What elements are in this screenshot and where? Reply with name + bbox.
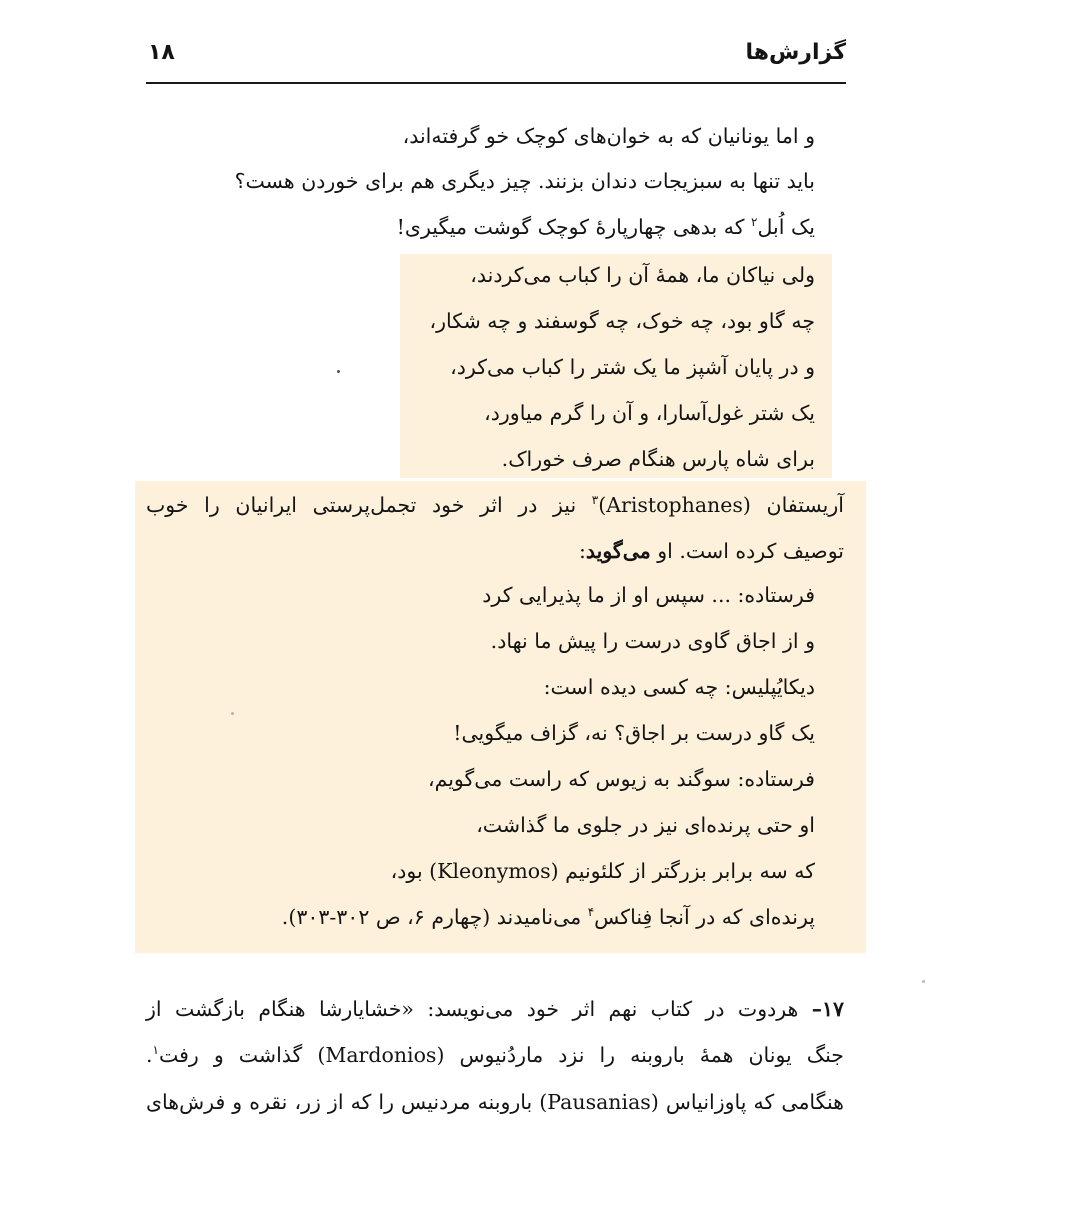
dialogue-text: پرنده‌ای که در آنجا فِناکس <box>594 905 815 929</box>
verse-text: یک اُبل <box>757 215 815 239</box>
dialogue-line: او حتی پرنده‌ای نیز در جلوی ما گذاشت، <box>476 813 815 837</box>
section-17-line: هنگامی که پاوزانیاس (Pausanias) باروبنه مردنیس را که از زر، نقره و فرش‌های <box>146 1090 844 1114</box>
dialogue-line: فرستاده: ... سپس او از ما پذیرایی کرد <box>482 583 815 607</box>
scan-speck <box>922 980 925 983</box>
section-number: ۱۷– <box>811 997 844 1021</box>
section-text: . <box>146 1043 153 1067</box>
paragraph-text: آریستفان (Aristophanes) <box>598 493 844 517</box>
dialogue-line: یک گاو درست بر اجاق؟ نه، گزاف میگویی! <box>453 721 815 745</box>
dialogue-line: دیکایُپلیس: چه کسی دیده است: <box>543 675 815 699</box>
footnote-ref: ۳ <box>591 493 599 508</box>
verse-line: ولی نیاکان ما، همهٔ آن را کباب می‌کردند، <box>470 263 815 287</box>
verse-line: باید تنها به سبزیجات دندان بزنند. چیز دیگری هم برای خوردن هست؟ <box>234 169 815 193</box>
paragraph-text: نیز در اثر خود تجمل‌پرستی ایرانیان را خوب <box>146 493 592 517</box>
section-text: هردوت در کتاب نهم اثر خود می‌نویسد: «خشایارشا هنگام بازگشت از <box>146 997 812 1021</box>
scan-speck <box>231 712 234 715</box>
dialogue-text: می‌نامیدند (چهارم ۶، ص ۳۰۲-۳۰۳). <box>281 905 588 929</box>
paragraph-line <box>146 490 844 520</box>
footnote-ref: ۱ <box>152 1043 159 1058</box>
verse-text: که بدهی چهارپارهٔ کوچک گوشت میگیری! <box>396 215 752 239</box>
paragraph-text: توصیف کرده است. او <box>650 539 844 563</box>
paragraph-line <box>579 536 844 566</box>
footnote-ref: ۲ <box>751 215 758 230</box>
verse-line <box>397 212 815 242</box>
section-17-line <box>146 1040 844 1070</box>
verse-line: و اما یونانیان که به خوان‌های کوچک خو گرفته‌اند، <box>402 124 815 148</box>
scan-speck <box>337 370 340 373</box>
paragraph-text: : <box>578 539 586 563</box>
dialogue-line: و از اجاق گاوی درست را پیش ما نهاد. <box>490 629 815 653</box>
paragraph-text-bold: می‌گوید <box>585 539 651 563</box>
section-text: جنگ یونان همهٔ باروبنه را نزد ماردُنیوس (Mardonios) گذاشت و رفت <box>158 1043 844 1067</box>
dialogue-line <box>282 902 815 932</box>
dialogue-line: فرستاده: سوگند به زیوس که راست می‌گویم، <box>427 767 815 791</box>
running-title: گزارش‌ها <box>745 40 846 65</box>
dialogue-line: که سه برابر بزرگتر از کلئونیم (Kleonymos) بود، <box>390 859 815 883</box>
verse-line: یک شتر غول‌آسارا، و آن را گرم میاورد، <box>484 401 815 425</box>
section-17-line <box>146 994 844 1024</box>
verse-line: چه گاو بود، چه خوک، چه گوسفند و چه شکار، <box>429 309 815 333</box>
page-number: ۱۸ <box>148 40 175 65</box>
verse-line: و در پایان آشپز ما یک شتر را کباب می‌کرد، <box>450 355 815 379</box>
verse-line: برای شاه پارس هنگام صرف خوراک. <box>501 447 815 471</box>
page-header <box>146 38 846 84</box>
footnote-ref: ۴ <box>587 905 595 920</box>
